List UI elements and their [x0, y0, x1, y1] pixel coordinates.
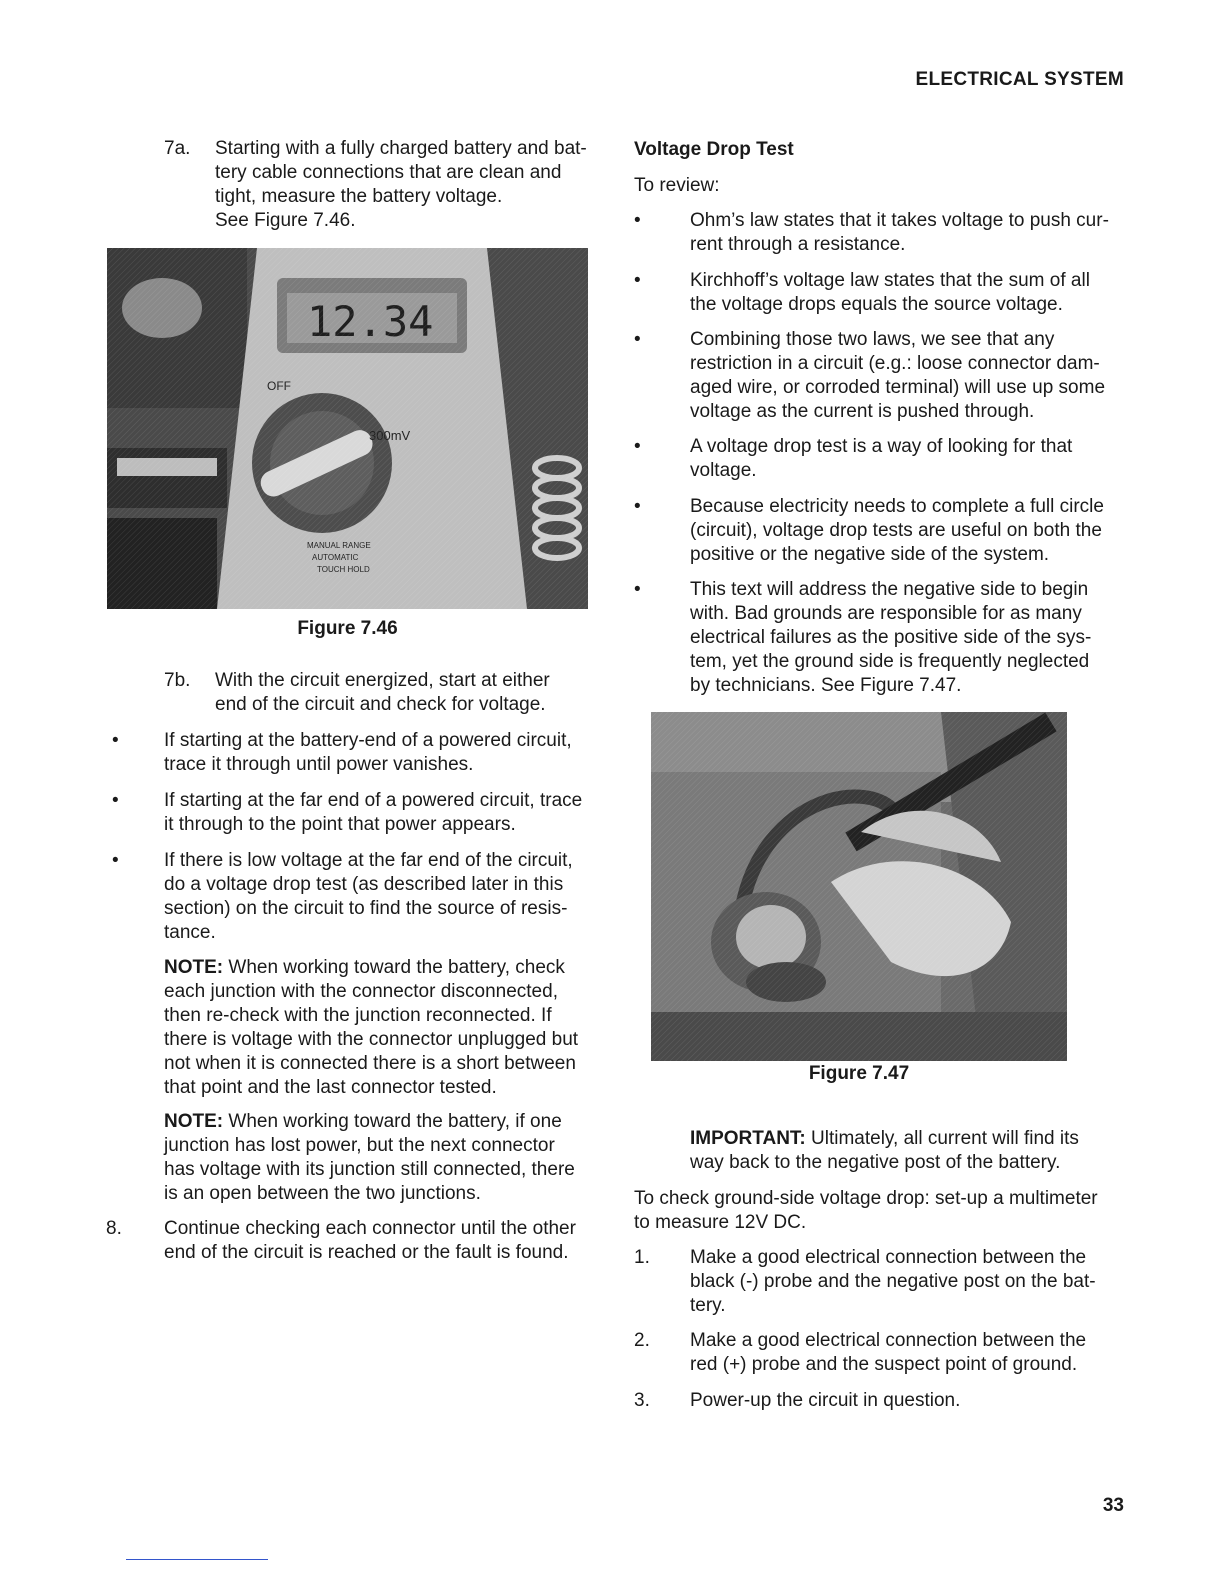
note-label: NOTE:: [164, 957, 224, 978]
text-line: to measure 12V DC.: [634, 1212, 807, 1233]
step-text: [690, 1246, 1126, 1318]
text-line: voltage as the current is pushed through.: [690, 401, 1035, 422]
bullet-text: [690, 578, 1126, 698]
bullet-marker: •: [634, 329, 641, 350]
text-line: If there is low voltage at the far end of the circuit,: [164, 850, 573, 871]
text-line: then re-check with the junction reconnected. If: [164, 1005, 552, 1026]
text-line: end of the circuit is reached or the fault is found.: [164, 1242, 569, 1263]
text-line: To check ground-side voltage drop: set-up a multimeter: [634, 1188, 1098, 1209]
text-line: If starting at the battery-end of a powered circuit,: [164, 730, 572, 751]
text-line: has voltage with its junction still connected, there: [164, 1159, 575, 1180]
bullet-text: [690, 495, 1126, 567]
text-line: electrical failures as the positive side of the sys-: [690, 627, 1092, 648]
text-line: do a voltage drop test (as described later in this: [164, 874, 564, 895]
step-marker: 1.: [634, 1247, 650, 1268]
step-marker: 8.: [106, 1218, 122, 1239]
bullet-text: [164, 789, 602, 837]
text-line: When working toward the battery, check: [223, 957, 565, 978]
text-line: Make a good electrical connection between the: [690, 1330, 1087, 1351]
bullet-text: [690, 435, 1126, 483]
text-line: A voltage drop test is a way of looking for that: [690, 436, 1073, 457]
step-marker: 7a.: [164, 138, 191, 159]
text-line: tem, yet the ground side is frequently neglected: [690, 651, 1090, 672]
important-label: IMPORTANT:: [690, 1128, 806, 1149]
step-text: [690, 1389, 1126, 1413]
step-text: [215, 137, 615, 233]
text-line: voltage.: [690, 460, 757, 481]
text-line: Make a good electrical connection between the: [690, 1247, 1087, 1268]
text-line: tight, measure the battery voltage.: [215, 186, 503, 207]
text-line: See Figure 7.46.: [215, 210, 356, 231]
note-1: [164, 956, 604, 1100]
text-line: tance.: [164, 922, 216, 943]
text-line: aged wire, or corroded terminal) will use up some: [690, 377, 1106, 398]
step-text: [164, 1217, 606, 1265]
text-line: Ultimately, all current will find its: [805, 1128, 1079, 1149]
text-line: the voltage drops equals the source voltage.: [690, 294, 1063, 315]
section-heading: Voltage Drop Test: [634, 139, 794, 160]
figure-747-photo: [651, 712, 1067, 1061]
step-marker: 2.: [634, 1330, 650, 1351]
text-line: Ohm’s law states that it takes voltage to push cur-: [690, 210, 1109, 231]
text-line: This text will address the negative side to begin: [690, 579, 1089, 600]
text-line: that point and the last connector tested.: [164, 1077, 497, 1098]
bullet-text: [690, 269, 1126, 317]
bullet-marker: •: [112, 790, 119, 811]
footer-rule: [126, 1559, 268, 1560]
text-line: it through to the point that power appears.: [164, 814, 516, 835]
bullet-marker: •: [634, 579, 641, 600]
intro-text: To review:: [634, 175, 720, 196]
bullet-text: [164, 729, 602, 777]
text-line: restriction in a circuit (e.g.: loose connector dam-: [690, 353, 1100, 374]
text-line: tery cable connections that are clean and: [215, 162, 562, 183]
text-line: tery.: [690, 1295, 726, 1316]
note-2: [164, 1110, 604, 1206]
text-line: Continue checking each connector until the other: [164, 1218, 576, 1239]
ground-intro: [634, 1187, 1126, 1235]
text-line: not when it is connected there is a short between: [164, 1053, 576, 1074]
bullet-marker: •: [112, 850, 119, 871]
text-line: by technicians. See Figure 7.47.: [690, 675, 962, 696]
text-line: black (-) probe and the negative post on the bat-: [690, 1271, 1096, 1292]
section-header: ELECTRICAL SYSTEM: [915, 69, 1124, 90]
bullet-marker: •: [634, 436, 641, 457]
bullet-marker: •: [634, 270, 641, 291]
figure-746-caption: Figure 7.46: [297, 618, 398, 639]
bullet-text: [690, 328, 1126, 424]
text-line: section) on the circuit to find the source of resis-: [164, 898, 568, 919]
text-line: Starting with a fully charged battery and bat-: [215, 138, 587, 159]
bullet-text: [164, 849, 602, 945]
step-text: [690, 1329, 1126, 1377]
text-line: Because electricity needs to complete a full circle: [690, 496, 1104, 517]
bullet-marker: •: [634, 496, 641, 517]
text-line: is an open between the two junctions.: [164, 1183, 481, 1204]
text-line: junction has lost power, but the next connector: [164, 1135, 555, 1156]
text-line: Combining those two laws, we see that any: [690, 329, 1055, 350]
important-callout: [690, 1127, 1126, 1175]
step-marker: 7b.: [164, 670, 191, 691]
text-line: each junction with the connector disconnected,: [164, 981, 558, 1002]
step-text: [215, 669, 615, 717]
step-marker: 3.: [634, 1390, 650, 1411]
figure-747-caption: Figure 7.47: [808, 1063, 910, 1084]
bullet-marker: •: [634, 210, 641, 231]
text-line: positive or the negative side of the system.: [690, 544, 1050, 565]
text-line: way back to the negative post of the battery.: [690, 1152, 1061, 1173]
text-line: When working toward the battery, if one: [223, 1111, 562, 1132]
figure-746-photo: [107, 248, 588, 609]
bullet-marker: •: [112, 730, 119, 751]
text-line: trace it through until power vanishes.: [164, 754, 474, 775]
text-line: end of the circuit and check for voltage.: [215, 694, 546, 715]
page-number: 33: [1102, 1495, 1124, 1516]
text-line: there is voltage with the connector unplugged but: [164, 1029, 579, 1050]
text-line: rent through a resistance.: [690, 234, 906, 255]
bullet-text: [690, 209, 1126, 257]
text-line: red (+) probe and the suspect point of ground.: [690, 1354, 1078, 1375]
text-line: (circuit), voltage drop tests are useful on both the: [690, 520, 1102, 541]
text-line: with. Bad grounds are responsible for as many: [690, 603, 1082, 624]
text-line: Kirchhoff’s voltage law states that the sum of all: [690, 270, 1090, 291]
text-line: If starting at the far end of a powered circuit, trace: [164, 790, 583, 811]
text-line: With the circuit energized, start at either: [215, 670, 550, 691]
text-line: Power-up the circuit in question.: [690, 1390, 961, 1411]
note-label: NOTE:: [164, 1111, 224, 1132]
